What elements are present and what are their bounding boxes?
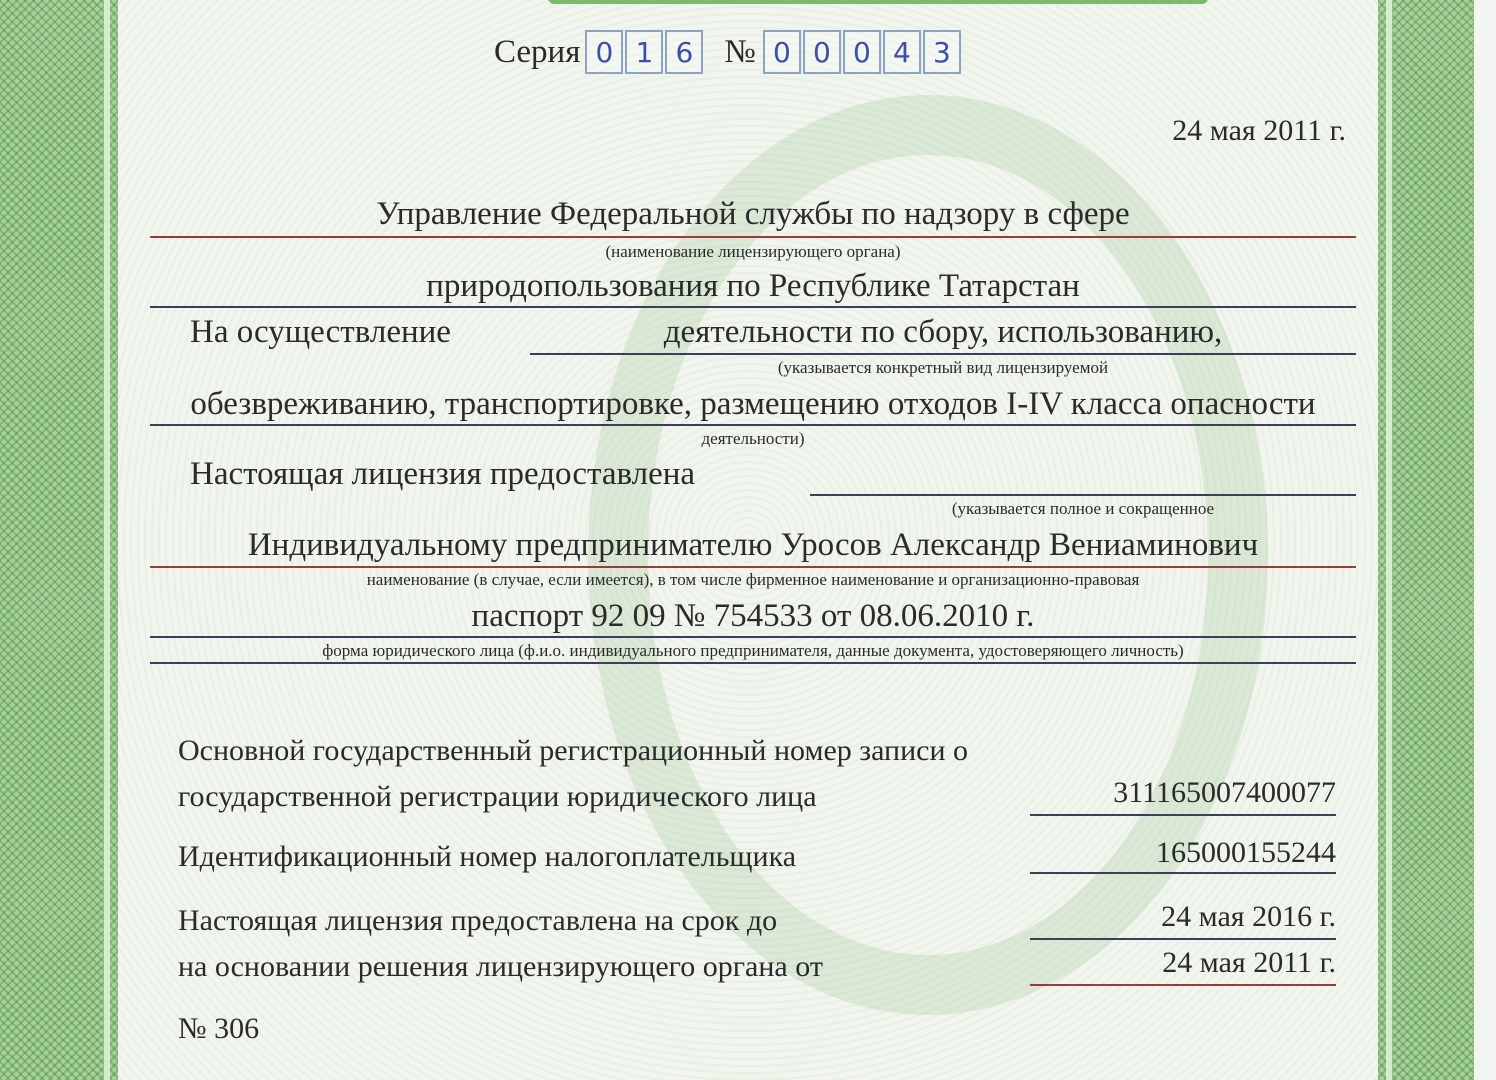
underline — [1030, 938, 1336, 940]
underline — [150, 636, 1356, 638]
licensee-caption-3: форма юридического лица (ф.и.о. индивидуального предпринимателя, данные документа, удостоверяющего личность) — [322, 641, 1184, 660]
underline — [150, 424, 1356, 426]
activity-line-1: деятельности по сбору, использованию, — [663, 314, 1223, 350]
decision-label: на основании решения лицензирующего органа от — [178, 950, 823, 983]
inn-value: 165000155244 — [1156, 836, 1336, 869]
underline — [1030, 872, 1336, 874]
number-digit: 0 — [763, 30, 801, 74]
ogrn-label-1: Основной государственный регистрационный номер записи о — [178, 734, 969, 767]
scan-edge — [1474, 0, 1496, 1080]
number-digit: 0 — [843, 30, 881, 74]
underline — [150, 306, 1356, 308]
serial-row — [494, 30, 962, 74]
left-ornamental-border — [0, 0, 118, 1080]
issue-date: 24 мая 2011 г. — [1172, 114, 1346, 147]
serial-digit: 1 — [625, 30, 663, 74]
activity-caption-1: (указывается конкретный вид лицензируемой — [777, 358, 1109, 377]
ogrn-label-2: государственной регистрации юридического лица — [178, 780, 817, 813]
underline — [530, 353, 1356, 355]
authority-line-1: Управление Федеральной службы по надзору в сфере — [376, 196, 1130, 232]
term-value: 24 мая 2016 г. — [1161, 900, 1336, 933]
underline — [1030, 984, 1336, 986]
underline — [150, 662, 1356, 664]
activity-line-2: обезвреживанию, транспортировке, размещению отходов I-IV класса опасности — [190, 386, 1316, 422]
serial-digit: 6 — [665, 30, 703, 74]
inn-label: Идентификационный номер налогоплательщика — [178, 840, 797, 873]
term-label: Настоящая лицензия предоставлена на срок до — [178, 904, 778, 937]
decision-number: № 306 — [178, 1012, 260, 1045]
activity-caption-2: деятельности) — [701, 429, 805, 448]
serial-label: Серия — [494, 33, 581, 70]
authority-caption: (наименование лицензирующего органа) — [605, 242, 901, 261]
number-digit: 4 — [883, 30, 921, 74]
activity-label: На осуществление — [190, 314, 451, 350]
underline — [1030, 814, 1336, 816]
underline — [810, 494, 1356, 496]
underline — [150, 236, 1356, 238]
authority-line-2: природопользования по Республике Татарстан — [426, 268, 1080, 304]
licensee-caption-1: (указывается полное и сокращенное — [951, 499, 1215, 518]
serial-digit: 0 — [585, 30, 623, 74]
heading-fragment — [548, 0, 1208, 4]
number-label: № — [724, 33, 756, 70]
licensee-name: Индивидуальному предпринимателю Уросов Александр Вениаминович — [247, 527, 1259, 563]
underline — [150, 566, 1356, 568]
licensee-label: Настоящая лицензия предоставлена — [190, 456, 696, 492]
number-digit: 3 — [923, 30, 961, 74]
number-digit: 0 — [803, 30, 841, 74]
licensee-caption-2: наименование (в случае, если имеется), в том числе фирменное наименование и организационно-правовая — [366, 570, 1140, 589]
ogrn-value: 311165007400077 — [1113, 776, 1336, 809]
passport-line: паспорт 92 09 № 754533 от 08.06.2010 г. — [471, 598, 1035, 634]
decision-value: 24 мая 2011 г. — [1162, 946, 1336, 979]
